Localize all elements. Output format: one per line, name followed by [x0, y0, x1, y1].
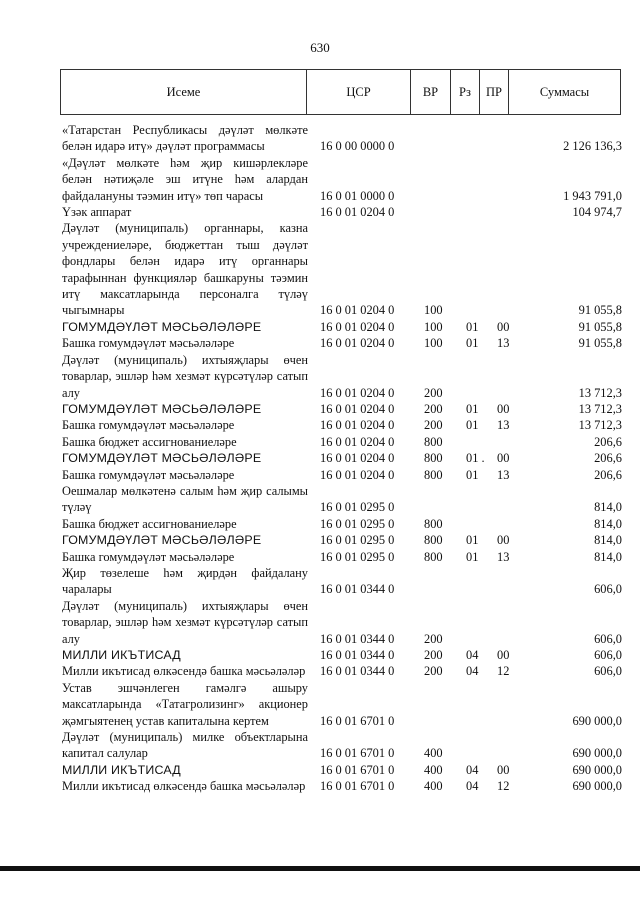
row-pr: 13 — [497, 549, 510, 564]
table-row — [62, 204, 622, 220]
row-sum: 2 126 136,3 — [563, 139, 622, 154]
row-pr: 00 — [497, 762, 510, 777]
table-row — [62, 778, 622, 794]
table-row — [62, 220, 622, 318]
row-sum: 13 712,3 — [578, 418, 622, 433]
page-number: 630 — [310, 40, 330, 55]
row-csr: 16 0 01 0295 0 — [320, 533, 395, 548]
row-name: Үзәк аппарат — [62, 205, 132, 220]
row-vr: 200 — [424, 385, 443, 400]
row-pr: 13 — [497, 418, 510, 433]
row-name: Дәүләт (муниципаль) ихтыяҗлары өчен товарлар, эшләр һәм хезмәт күрсәтүләр сатып алу — [62, 352, 308, 400]
row-name: ГОМУМДӘҮЛӘТ МӘСЬӘЛӘЛӘРЕ — [62, 401, 262, 416]
row-vr: 200 — [424, 418, 443, 433]
row-pr: 00 — [497, 533, 510, 548]
row-name: МИЛЛИ ИКЪТИСАД — [62, 648, 181, 662]
table-row — [62, 647, 622, 663]
row-rz: 01 — [466, 401, 479, 416]
row-vr: 800 — [424, 467, 443, 482]
row-name: Башка гомумдәүләт мәсьәләләре — [62, 549, 235, 564]
table-row — [62, 401, 622, 417]
row-csr: 16 0 01 0204 0 — [320, 319, 395, 334]
row-vr: 400 — [424, 762, 443, 777]
row-vr: 800 — [424, 434, 443, 449]
row-sum: 91 055,8 — [578, 336, 622, 351]
header-rz: Рз — [450, 69, 480, 115]
row-pr: 13 — [497, 336, 510, 351]
row-csr: 16 0 00 0000 0 — [320, 139, 395, 154]
row-sum: 814,0 — [594, 549, 622, 564]
table-row — [62, 434, 622, 450]
row-name: Дәүләт (муниципаль) органнары, казна учреждениеләре, бюджеттан тыш дәүләт фондлары белән идарә итү органнары тарафыннан функцияләр башкаруны тәэмин итү максатларында персоналга түләү чыгымнары — [62, 221, 308, 318]
row-sum: 814,0 — [594, 500, 622, 515]
scan-edge-bar — [0, 866, 640, 871]
row-name: МИЛЛИ ИКЪТИСАД — [62, 762, 181, 777]
row-vr: 100 — [424, 336, 443, 351]
row-pr: 13 — [497, 467, 510, 482]
row-sum: 104 974,7 — [572, 205, 622, 220]
row-csr: 16 0 01 0000 0 — [320, 188, 395, 203]
row-vr: 200 — [424, 648, 443, 662]
row-vr: 400 — [424, 746, 443, 761]
row-pr: 00 — [497, 648, 510, 662]
row-name: Башка гомумдәүләт мәсьәләләре — [62, 336, 235, 351]
row-sum: 1 943 791,0 — [563, 188, 622, 203]
row-csr: 16 0 01 0204 0 — [320, 434, 395, 449]
row-sum: 206,6 — [594, 451, 622, 466]
row-csr: 16 0 01 0344 0 — [320, 648, 395, 662]
table-row — [62, 532, 622, 548]
row-csr: 16 0 01 0295 0 — [320, 500, 395, 515]
row-rz: 04 — [466, 664, 479, 679]
table-row — [62, 549, 622, 565]
row-name: Оешмалар мөлкәтенә салым һәм җир салымы түләү — [62, 483, 308, 515]
row-name: Дәүләт (муниципаль) милке объектларына капитал салулар — [62, 730, 308, 761]
table-row — [62, 319, 622, 335]
row-sum: 690 000,0 — [572, 779, 622, 794]
row-name: Дәүләт (муниципаль) ихтыяҗлары өчен товарлар, эшләр һәм хезмәт күрсәтүләр сатып алу — [62, 598, 308, 646]
row-sum: 206,6 — [594, 434, 622, 449]
row-sum: 91 055,8 — [578, 319, 622, 334]
header-name: Исеме — [60, 69, 307, 115]
header-pr: ПР — [479, 69, 509, 115]
row-name: Милли икътисад өлкәсендә башка мәсьәләләр — [62, 779, 306, 794]
row-vr: 800 — [424, 451, 443, 466]
row-name: Башка гомумдәүләт мәсьәләләре — [62, 418, 235, 433]
row-rz: 04 — [466, 762, 479, 777]
row-sum: 606,0 — [594, 582, 622, 597]
table-row — [62, 762, 622, 778]
table-header — [60, 69, 621, 115]
table-row — [62, 663, 622, 679]
header-sum: Суммасы — [508, 69, 621, 115]
row-csr: 16 0 01 0295 0 — [320, 549, 395, 564]
row-name: «Дәүләт мөлкәте һәм җир кишәрлекләре белән нәтиҗәле эш итүне һәм алардан файдалануны тәэмин итү» төп чарасы — [62, 155, 308, 203]
row-pr: 00 — [497, 451, 510, 466]
row-csr: 16 0 01 0204 0 — [320, 385, 395, 400]
row-name: ГОМУМДӘҮЛӘТ МӘСЬӘЛӘЛӘРЕ — [62, 319, 262, 334]
row-vr: 200 — [424, 401, 443, 416]
table-row — [62, 565, 622, 598]
table-row — [62, 467, 622, 483]
table-row — [62, 516, 622, 532]
header-csr: ЦСР — [306, 69, 411, 115]
row-sum: 206,6 — [594, 467, 622, 482]
table-row — [62, 729, 622, 762]
row-sum: 606,0 — [594, 648, 622, 662]
row-name: Милли икътисад өлкәсендә башка мәсьәләләр — [62, 664, 306, 679]
row-vr: 400 — [424, 779, 443, 794]
row-csr: 16 0 01 0344 0 — [320, 631, 395, 646]
row-rz: 01 — [466, 549, 479, 564]
row-csr: 16 0 01 6701 0 — [320, 746, 395, 761]
row-rz: 01 — [466, 418, 479, 433]
row-sum: 13 712,3 — [578, 385, 622, 400]
table-body — [62, 122, 622, 795]
row-csr: 16 0 01 6701 0 — [320, 762, 395, 777]
row-name: «Татарстан Республикасы дәүләт мөлкәте белән идарә итү» дәүләт программасы — [62, 123, 308, 154]
row-csr: 16 0 01 0204 0 — [320, 205, 395, 220]
row-sum: 13 712,3 — [578, 401, 622, 416]
row-csr: 16 0 01 0204 0 — [320, 467, 395, 482]
row-rz: 01 — [466, 533, 479, 548]
row-sum: 814,0 — [594, 533, 622, 548]
row-pr: 00 — [497, 401, 510, 416]
row-rz: 01 — [466, 467, 479, 482]
header-vr: ВР — [410, 69, 451, 115]
row-sum: 690 000,0 — [572, 713, 622, 728]
row-name: Башка бюджет ассигнованиеләре — [62, 516, 237, 531]
row-rz: 04 — [466, 779, 479, 794]
row-rz: 01 — [466, 336, 479, 351]
row-vr: 100 — [424, 319, 443, 334]
row-pr: 12 — [497, 664, 510, 679]
row-csr: 16 0 01 0204 0 — [320, 336, 395, 351]
row-name: Устав эшчәнлеген гамәлгә ашыру максатларында «Татагролизинг» акционер җәмгыятенең устав капиталына кертем — [62, 680, 308, 728]
table-row — [62, 352, 622, 401]
row-vr: 800 — [424, 533, 443, 548]
row-vr: 800 — [424, 549, 443, 564]
row-csr: 16 0 01 0295 0 — [320, 516, 395, 531]
table-row — [62, 598, 622, 647]
row-vr: 100 — [424, 303, 443, 318]
table-row — [62, 680, 622, 729]
row-csr: 16 0 01 0204 0 — [320, 303, 395, 318]
row-sum: 690 000,0 — [572, 746, 622, 761]
row-csr: 16 0 01 6701 0 — [320, 713, 395, 728]
table-row — [62, 155, 622, 204]
table-row — [62, 335, 622, 351]
row-name: Башка бюджет ассигнованиеләре — [62, 434, 237, 449]
row-csr: 16 0 01 0204 0 — [320, 401, 395, 416]
table-row — [62, 122, 622, 155]
row-name: Җир төзелеше һәм җирдән файдалану чаралары — [62, 565, 308, 597]
row-name: ГОМУМДӘҮЛӘТ МӘСЬӘЛӘЛӘРЕ — [62, 533, 262, 548]
row-csr: 16 0 01 0344 0 — [320, 582, 395, 597]
table-row — [62, 483, 622, 516]
row-pr: 00 — [497, 319, 510, 334]
table-row — [62, 450, 622, 466]
row-vr: 200 — [424, 664, 443, 679]
row-sum: 814,0 — [594, 516, 622, 531]
row-rz: 01 — [466, 319, 479, 334]
row-sum: 91 055,8 — [578, 303, 622, 318]
row-name: Башка гомумдәүләт мәсьәләләре — [62, 467, 235, 482]
row-csr: 16 0 01 0204 0 — [320, 451, 395, 466]
row-sum: 690 000,0 — [572, 762, 622, 777]
row-pr: 12 — [497, 779, 510, 794]
row-sum: 606,0 — [594, 664, 622, 679]
row-csr: 16 0 01 0204 0 — [320, 418, 395, 433]
row-vr: 200 — [424, 631, 443, 646]
row-name: ГОМУМДӘҮЛӘТ МӘСЬӘЛӘЛӘРЕ — [62, 451, 262, 466]
row-csr: 16 0 01 0344 0 — [320, 664, 395, 679]
table-row — [62, 417, 622, 433]
row-vr: 800 — [424, 516, 443, 531]
row-rz: 01 . — [466, 451, 485, 466]
row-csr: 16 0 01 6701 0 — [320, 779, 395, 794]
row-sum: 606,0 — [594, 631, 622, 646]
row-rz: 04 — [466, 648, 479, 662]
